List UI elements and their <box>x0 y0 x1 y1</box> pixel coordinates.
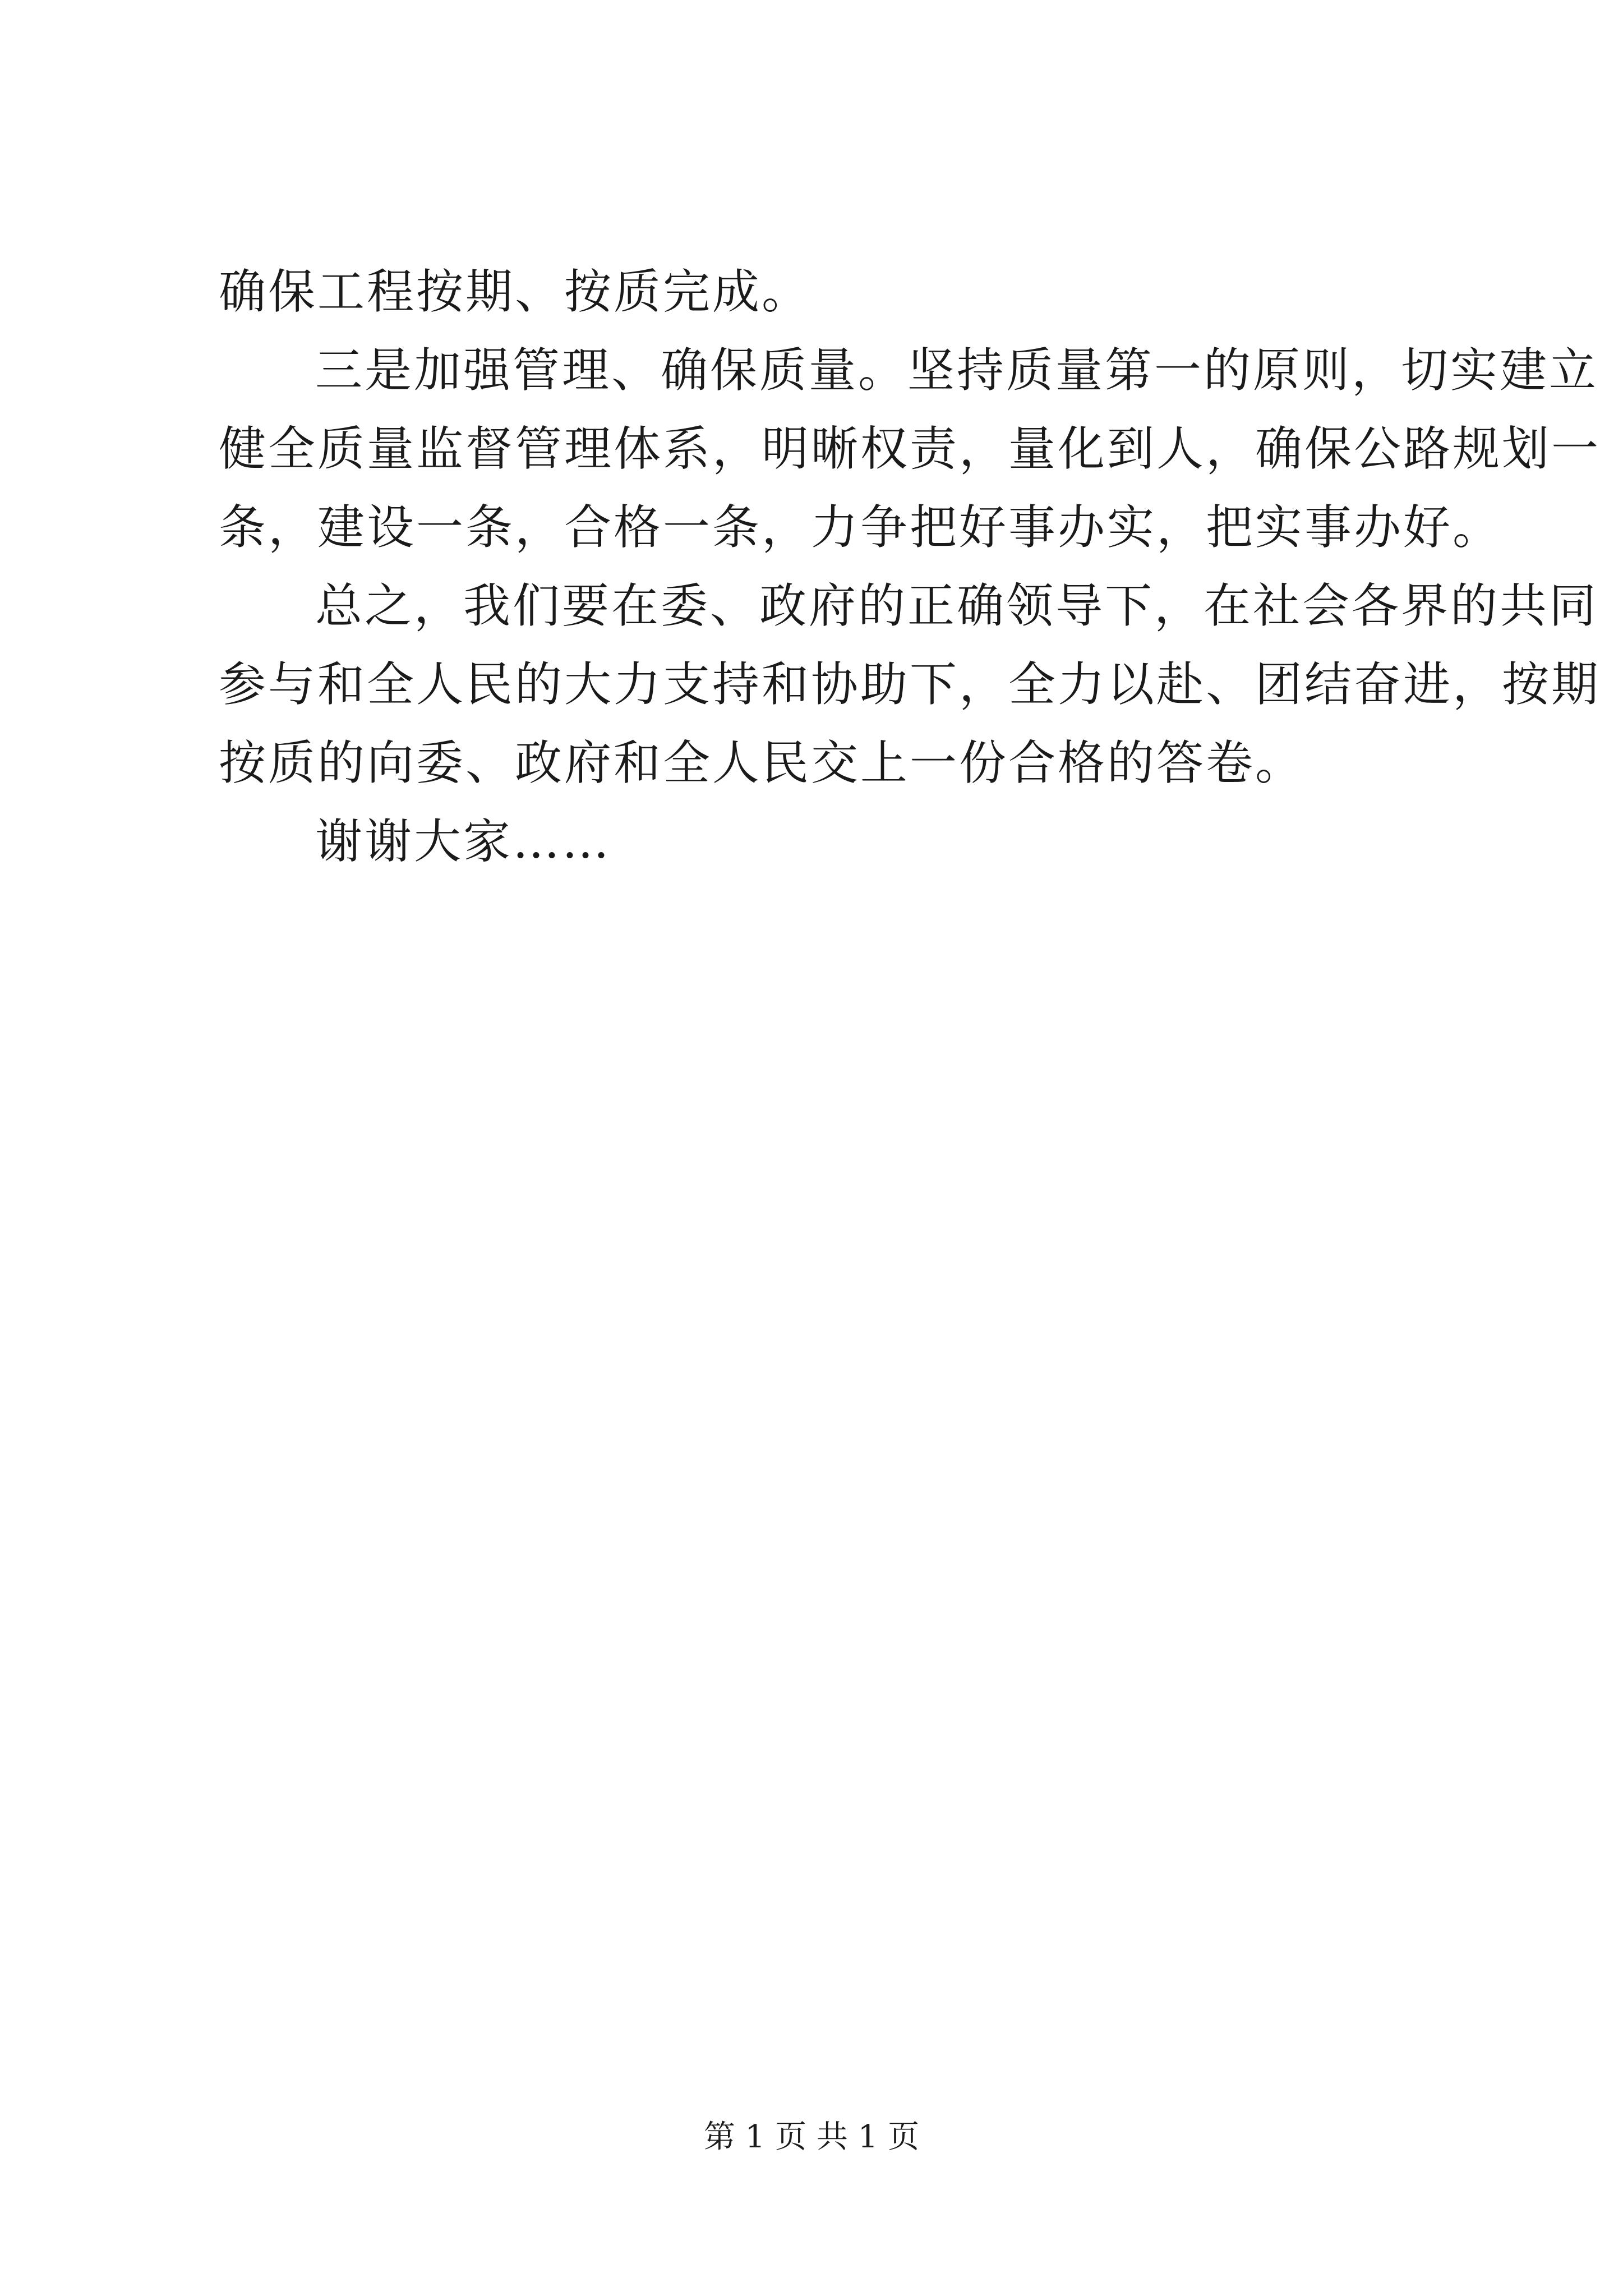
paragraph-line: 确保工程按期、按质完成。 <box>219 264 811 319</box>
paragraph-line: 总之，我们要在委、政府的正确领导下，在社会各界的共同 <box>315 578 1599 633</box>
paragraph-line: 健全质量监督管理体系，明晰权责，量化到人，确保公路规划一 <box>219 421 1601 476</box>
document-body <box>219 252 1601 881</box>
paragraph-line: 谢谢大家…… <box>315 814 612 869</box>
paragraph-line: 三是加强管理、确保质量。坚持质量第一的原则，切实建立 <box>315 343 1599 398</box>
page-number-footer: 第 1 页 共 1 页 <box>703 2119 920 2155</box>
paragraph-line: 条，建设一条，合格一条，力争把好事办实，把实事办好。 <box>219 500 1502 555</box>
paragraph-line: 参与和全人民的大力支持和协助下，全力以赴、团结奋进，按期 <box>219 657 1601 712</box>
paragraph-line: 按质的向委、政府和全人民交上一份合格的答卷。 <box>219 735 1305 790</box>
